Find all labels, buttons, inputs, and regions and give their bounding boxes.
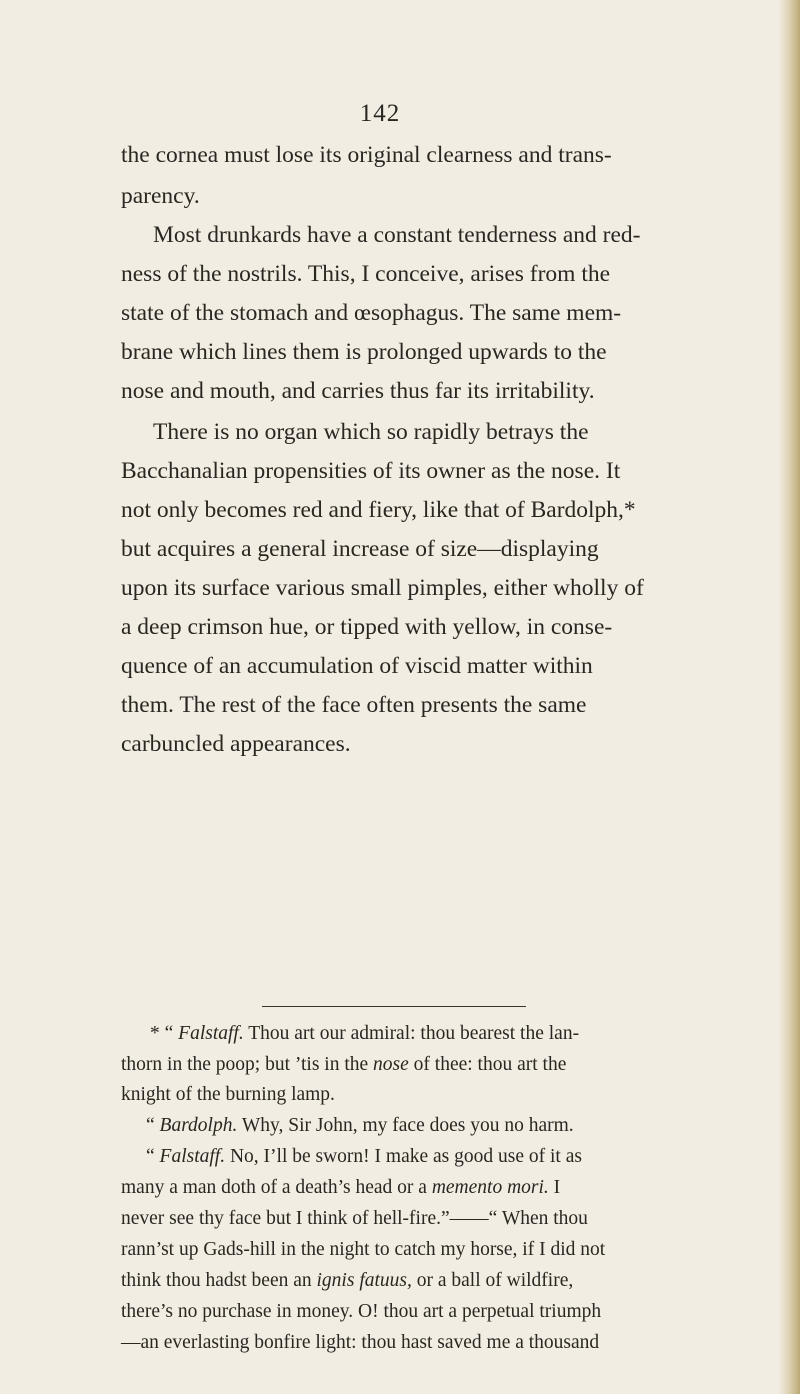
body-line: state of the stomach and œsophagus. The same mem- [121,300,622,326]
page-number: 142 [359,100,401,127]
footnote-line: there’s no purchase in money. O! thou art a perpetual triumph [121,1301,602,1322]
body-line: not only becomes red and fiery, like that of Bardolph,* [121,497,636,523]
body-line: quence of an accumulation of viscid matter within [121,653,593,679]
footnote-line: “ Bardolph. Why, Sir John, my face does you no harm. [146,1115,574,1136]
footnote-line: many a man doth of a death’s head or a memento mori. I [121,1177,561,1198]
footnote-line: thorn in the poop; but ’tis in the nose of thee: thou art the [121,1054,567,1075]
footnote-line: * “ Falstaff. Thou art our admiral: thou bearest the lan- [150,1023,580,1044]
footnote-line: knight of the burning lamp. [121,1084,335,1105]
body-line: a deep crimson hue, or tipped with yellow, in conse- [121,614,613,640]
body-line: ness of the nostrils. This, I conceive, arises from the [121,261,611,287]
body-line: upon its surface various small pimples, either wholly of [121,575,644,601]
body-line: brane which lines them is prolonged upwards to the [121,339,607,365]
body-line: the cornea must lose its original clearness and trans- [121,142,612,168]
body-line: nose and mouth, and carries thus far its irritability. [121,378,595,404]
body-line: Bacchanalian propensities of its owner as the nose. It [121,458,621,484]
footnote-line: never see thy face but I think of hell-fire.”——“ When thou [121,1208,588,1229]
body-line: carbuncled appearances. [121,731,351,757]
footnote-line: —an everlasting bonfire light: thou hast saved me a thousand [121,1332,600,1353]
footnote-rule [262,1006,526,1007]
footnote-line: rann’st up Gads-hill in the night to catch my horse, if I did not [121,1239,606,1260]
body-line: There is no organ which so rapidly betrays the [153,419,589,445]
body-line: parency. [121,183,200,209]
footnote-line: “ Falstaff. No, I’ll be sworn! I make as good use of it as [146,1146,582,1167]
body-line: Most drunkards have a constant tenderness and red- [153,222,641,248]
body-line: them. The rest of the face often presents the same [121,692,587,718]
body-line: but acquires a general increase of size—displaying [121,536,599,562]
page-edge-shadow [778,0,800,1394]
footnote-line: think thou hadst been an ignis fatuus, or a ball of wildfire, [121,1270,574,1291]
